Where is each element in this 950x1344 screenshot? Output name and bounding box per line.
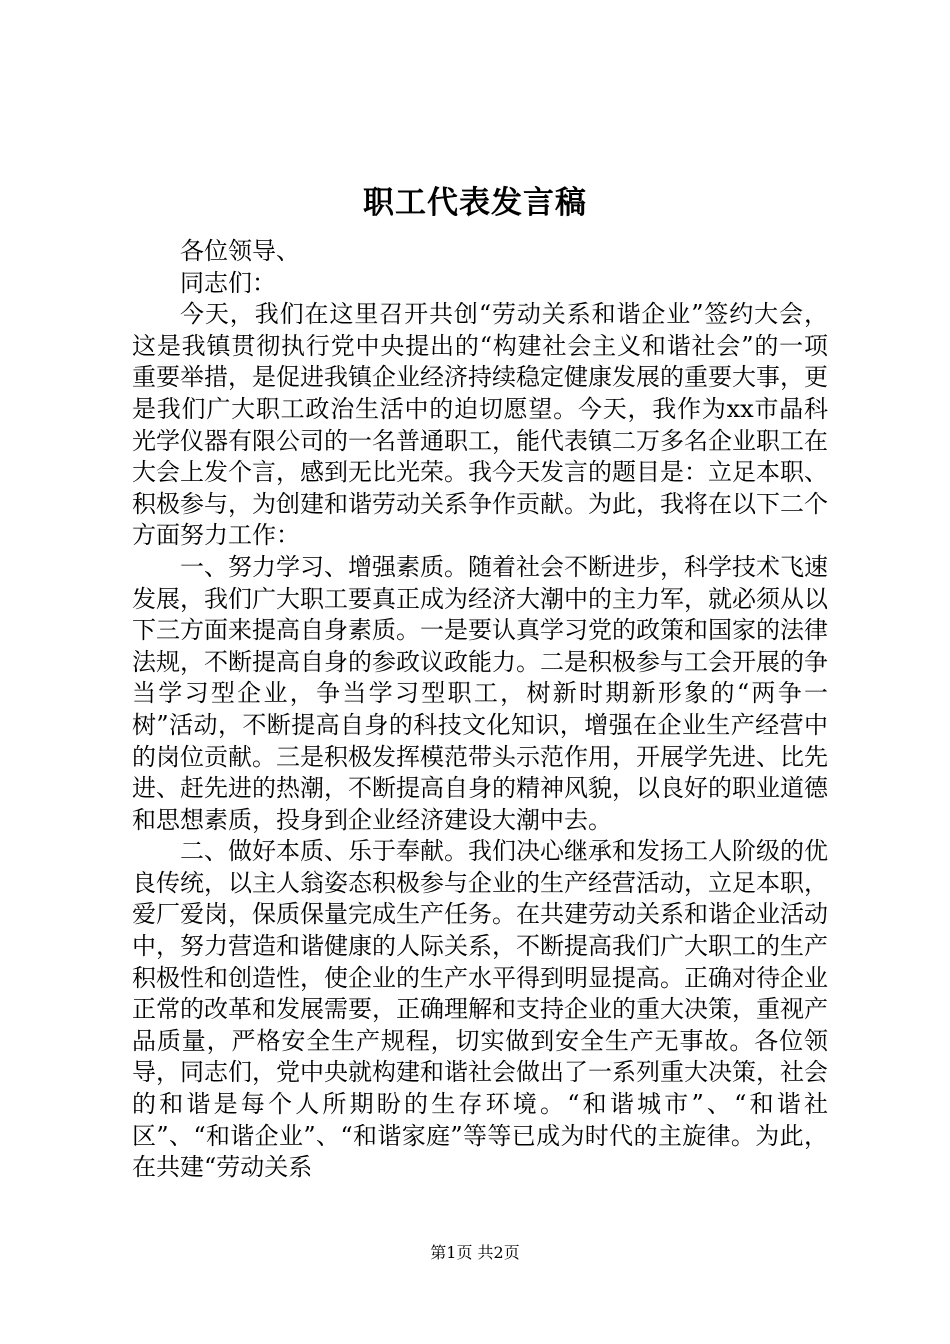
salutation-leaders: 各位领导、 — [180, 237, 300, 265]
paragraph-intro: 今天，我们在这里召开共创“劳动关系和谐企业”签约大会，这是我镇贯彻执行党中央提出的“构建社会主义和谐社会”的一项重要举措，是促进我镇企业经济持续稳定健康发展的重要大事，更是我们广大职工政治生活中的迫切愿望。今天，我作为xx市晶科光学仪器有限公司的一名普通职工，能代表镇二万多名企业职工在大会上发个言，感到无比光荣。我今天发言的题目是：立足本职、积极参与，为创建和谐劳动关系争作贡献。为此，我将在以下二个方面努力工作： — [132, 300, 828, 550]
page-footer: 第1页 共2页 — [430, 1243, 520, 1262]
paragraph-dedication: 二、做好本质、乐于奉献。我们决心继承和发扬工人阶级的优良传统，以主人翁姿态积极参与企业的生产经营活动，立足本职，爱厂爱岗，保质保量完成生产任务。在共建劳动关系和谐企业活动中，努力营造和谐健康的人际关系，不断提高我们广大职工的生产积极性和创造性，使企业的生产水平得到明显提高。正确对待企业正常的改革和发展需要，正确理解和支持企业的重大决策，重视产品质量，严格安全生产规程，切实做到安全生产无事故。各位领导，同志们，党中央就构建和谐社会做出了一系列重大决策，社会的和谐是每个人所期盼的生存环境。“和谐城市”、“和谐社区”、“和谐企业”、“和谐家庭”等等已成为时代的主旋律。为此，在共建“劳动关系 — [132, 837, 828, 1182]
document-body — [132, 236, 828, 1184]
salutation-comrades: 同志们： — [180, 268, 276, 297]
document-title: 职工代表发言稿 — [363, 185, 587, 221]
paragraph-study: 一、努力学习、增强素质。随着社会不断进步，科学技术飞速发展，我们广大职工要真正成为经济大潮中的主力军，就必须从以下三方面来提高自身素质。一是要认真学习党的政策和国家的法律法规，不断提高自身的参政议政能力。二是积极参与工会开展的争当学习型企业，争当学习型职工，树新时期新形象的“两争一树”活动，不断提高自身的科技文化知识，增强在企业生产经营中的岗位贡献。三是积极发挥模范带头示范作用，开展学先进、比先进、赶先进的热潮，不断提高自身的精神风貌，以良好的职业道德和思想素质，投身到企业经济建设大潮中去。 — [132, 552, 828, 834]
